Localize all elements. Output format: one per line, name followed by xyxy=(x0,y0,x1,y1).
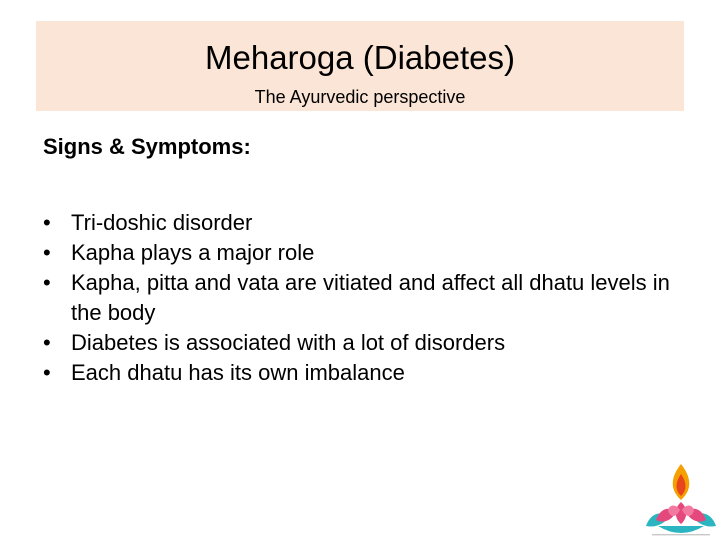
slide-title: Meharoga (Diabetes) xyxy=(205,39,515,76)
bullet-item xyxy=(43,238,673,268)
bullet-item xyxy=(43,208,673,238)
caption-line xyxy=(652,534,710,535)
bullet-item xyxy=(43,268,673,328)
bullet-dot: • xyxy=(43,330,51,355)
diya-lotus-logo-icon xyxy=(640,460,720,540)
bullet-text: Tri-doshic disorder xyxy=(71,210,253,235)
bullet-text: Kapha plays a major role xyxy=(71,240,315,265)
slide-subtitle: The Ayurvedic perspective xyxy=(254,87,466,107)
diya-base xyxy=(658,526,704,533)
section-heading: Signs & Symptoms: xyxy=(43,134,251,159)
bullet-text: Kapha, pitta and vata are vitiated and affect all dhatu levels in the body xyxy=(71,270,670,325)
bullet-dot: • xyxy=(43,240,51,265)
bullet-item xyxy=(43,328,673,358)
bullet-text: Each dhatu has its own imbalance xyxy=(71,360,405,385)
bullet-dot: • xyxy=(43,210,51,235)
bullet-item xyxy=(43,358,673,388)
bullet-list xyxy=(43,208,673,388)
bullet-dot: • xyxy=(43,270,51,295)
bullet-text: Diabetes is associated with a lot of disorders xyxy=(71,330,506,355)
bullet-dot: • xyxy=(43,360,51,385)
title-banner xyxy=(36,21,684,111)
